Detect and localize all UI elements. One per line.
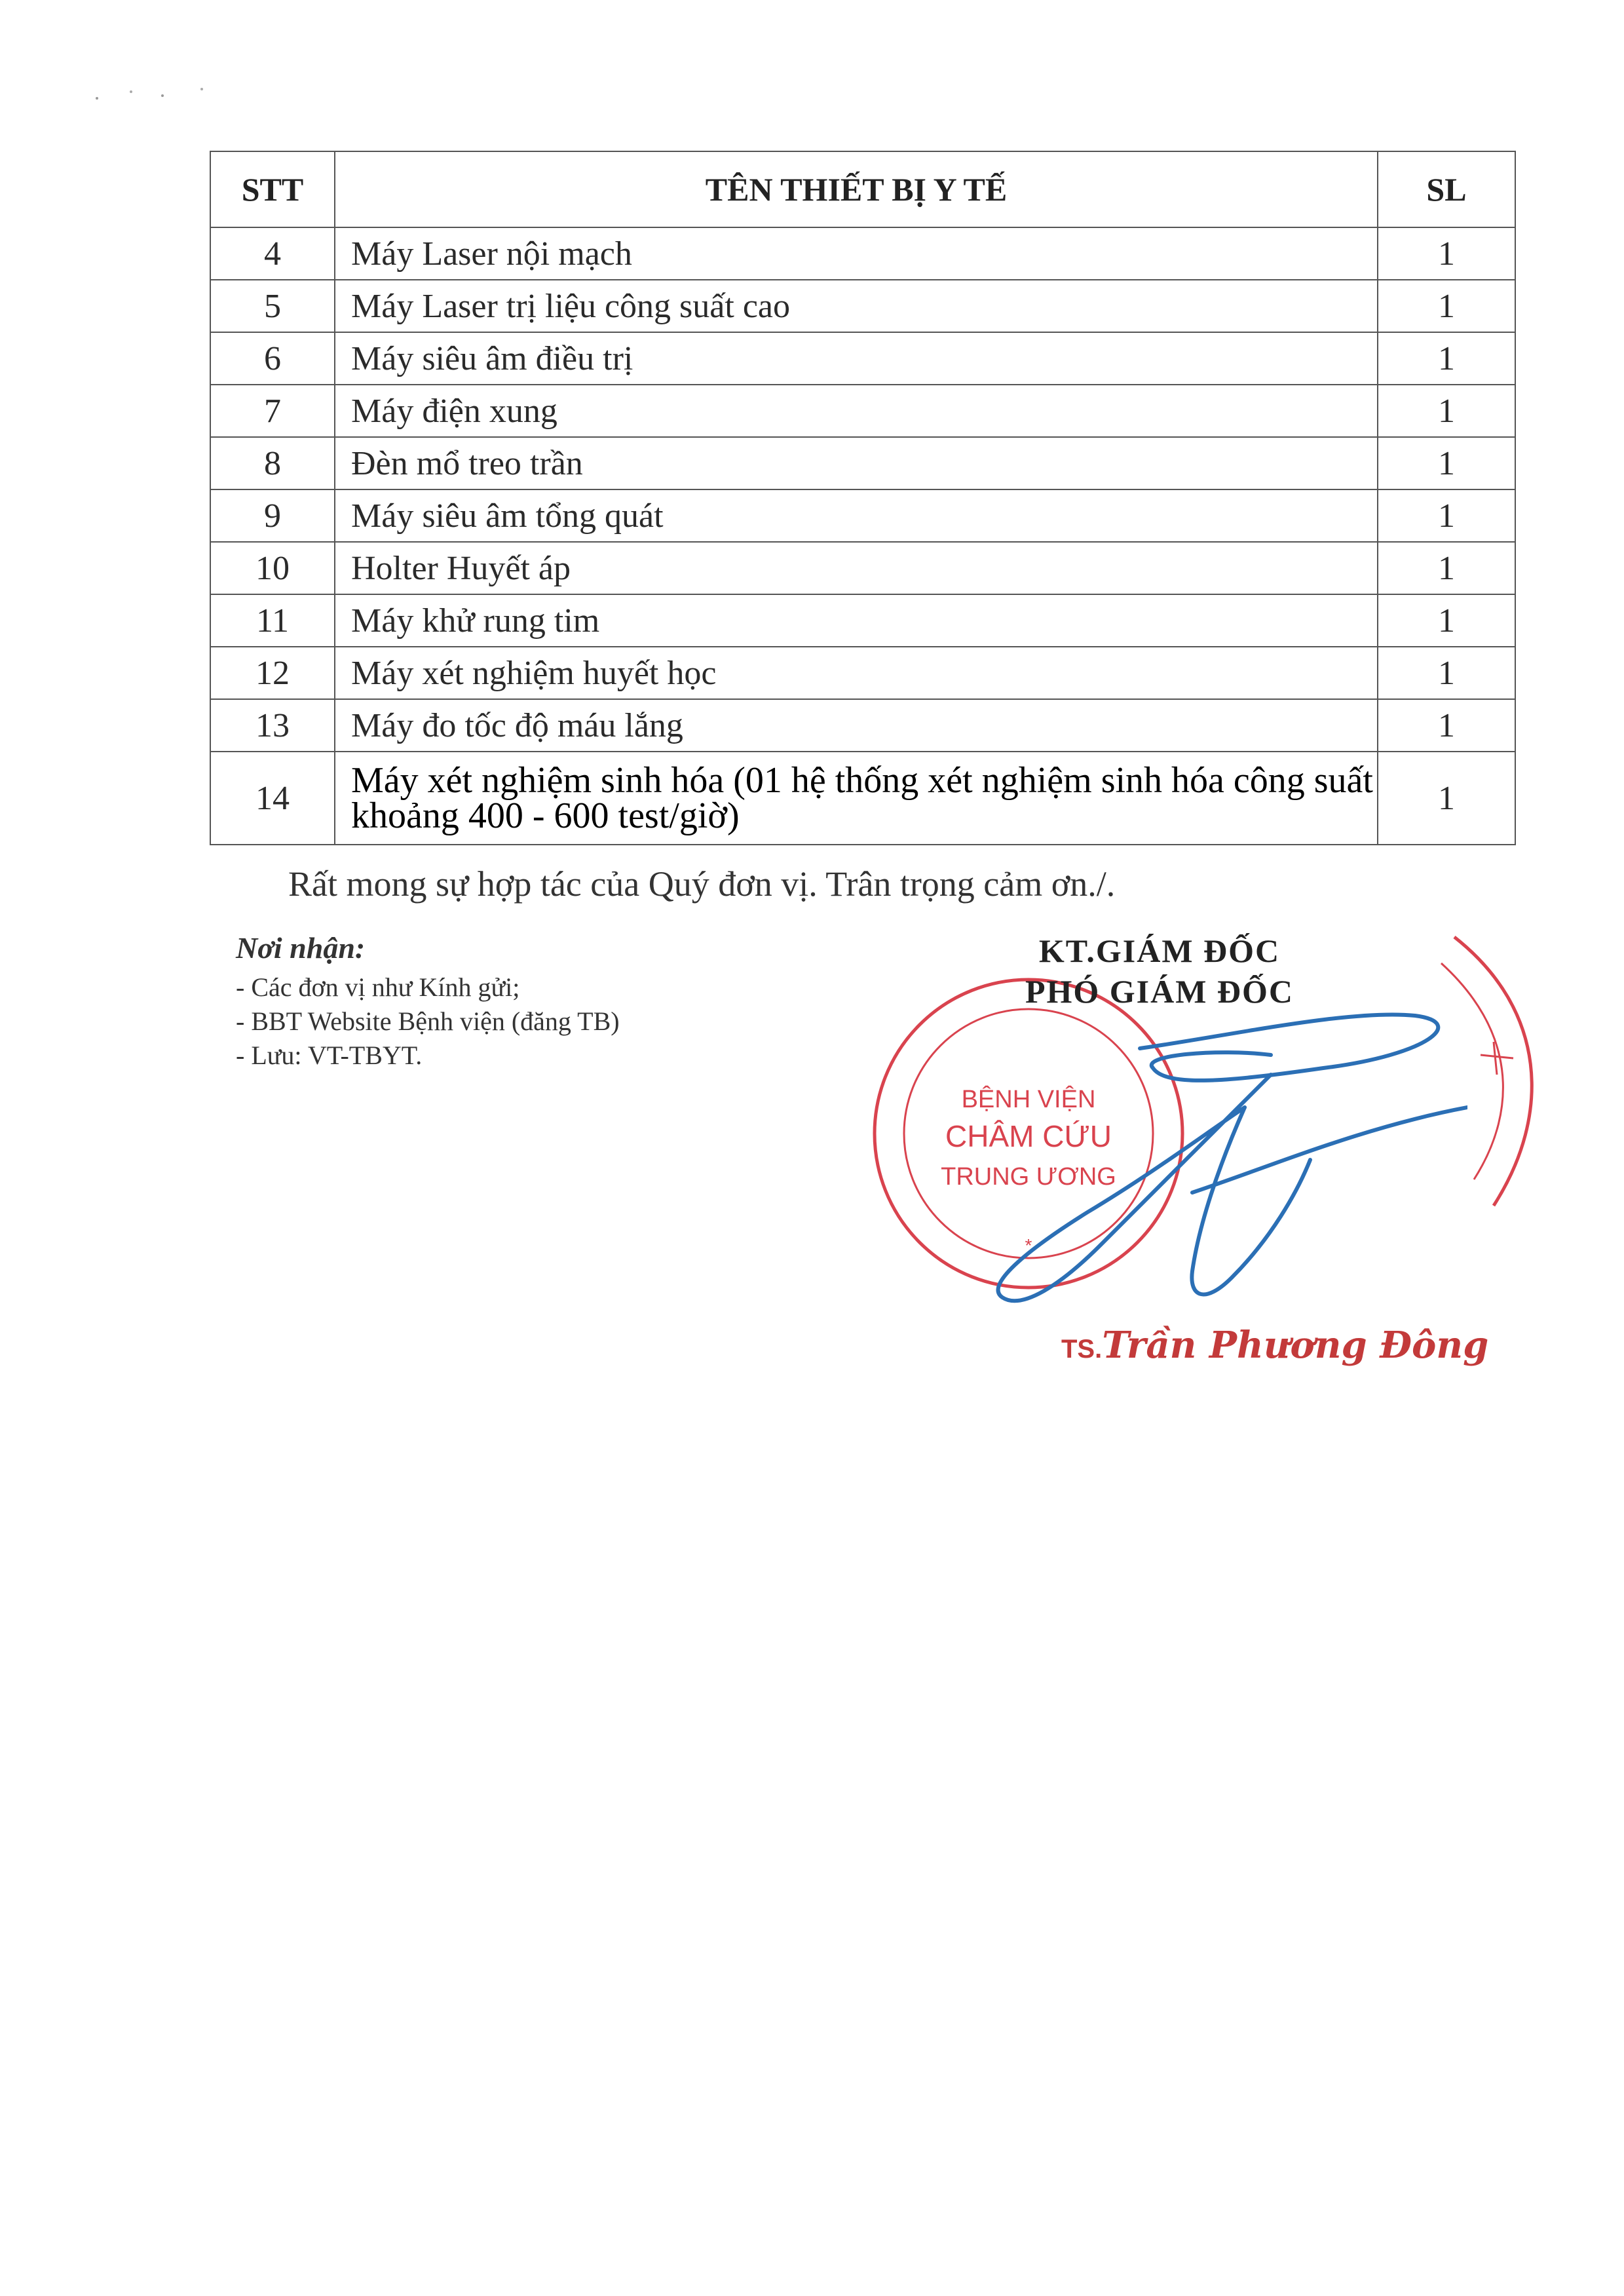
row-stt: 12	[210, 647, 335, 699]
table-row	[210, 647, 1515, 699]
table-row	[210, 594, 1515, 647]
row-equipment-name: Máy Laser nội mạch	[335, 227, 1378, 280]
table-header-row	[210, 151, 1515, 227]
row-quantity: 1	[1378, 280, 1515, 332]
seal-line-3: TRUNG ƯƠNG	[941, 1163, 1116, 1191]
seal-line-1: BỆNH VIỆN	[961, 1086, 1096, 1113]
table-row	[210, 489, 1515, 542]
seal-line-2: CHÂM CỨU	[945, 1119, 1112, 1153]
row-quantity: 1	[1378, 542, 1515, 594]
handwritten-signature	[904, 996, 1467, 1324]
svg-text:*: *	[1025, 1235, 1032, 1255]
header-quantity: SL	[1378, 151, 1515, 227]
row-stt: 9	[210, 489, 335, 542]
recipients-block	[236, 930, 620, 1073]
table-row	[210, 542, 1515, 594]
row-stt: 8	[210, 437, 335, 489]
row-equipment-name: Máy xét nghiệm huyết học	[335, 647, 1378, 699]
row-stt: 11	[210, 594, 335, 647]
table-row	[210, 437, 1515, 489]
row-equipment-name: Máy khử rung tim	[335, 594, 1378, 647]
closing-text: Rất mong sự hợp tác của Quý đơn vị. Trân trọng cảm ơn./.	[288, 864, 1116, 904]
row-stt: 4	[210, 227, 335, 280]
recipient-item: - BBT Website Bệnh viện (đăng TB)	[236, 1006, 620, 1036]
signer-name-prefix: TS.	[1061, 1335, 1103, 1364]
row-quantity: 1	[1378, 437, 1515, 489]
table-row	[210, 280, 1515, 332]
row-stt: 5	[210, 280, 335, 332]
scan-specks	[92, 84, 223, 104]
row-stt: 6	[210, 332, 335, 385]
row-equipment-name: Máy điện xung	[335, 385, 1378, 437]
signer-name-text: Trần Phương Đông	[1102, 1324, 1489, 1367]
row-equipment-name: Máy Laser trị liệu công suất cao	[335, 280, 1378, 332]
row-quantity: 1	[1378, 699, 1515, 752]
recipient-item: - Các đơn vị như Kính gửi;	[236, 972, 520, 1002]
table-row	[210, 332, 1515, 385]
recipient-item: - Lưu: VT-TBYT.	[236, 1041, 423, 1070]
row-equipment-name: Máy siêu âm điều trị	[335, 332, 1378, 385]
table-row	[210, 699, 1515, 752]
row-quantity: 1	[1378, 594, 1515, 647]
header-equipment-name: TÊN THIẾT BỊ Y TẾ	[335, 151, 1378, 227]
signer-title-1: KT.GIÁM ĐỐC	[1038, 932, 1281, 969]
row-equipment-name: Máy xét nghiệm sinh hóa (01 hệ thống xét nghiệm sinh hóa công suất khoảng 400 - 600 test/giờ)	[335, 752, 1378, 845]
row-equipment-name: Máy đo tốc độ máu lắng	[335, 699, 1378, 752]
signer-title-2: PHÓ GIÁM ĐỐC	[1025, 973, 1294, 1010]
row-quantity: 1	[1378, 385, 1515, 437]
table-row	[210, 385, 1515, 437]
row-quantity: 1	[1378, 332, 1515, 385]
equipment-table	[210, 151, 1516, 845]
table-row	[210, 227, 1515, 280]
row-equipment-name: Holter Huyết áp	[335, 542, 1378, 594]
signer-name	[1061, 1324, 1488, 1367]
row-quantity: 1	[1378, 227, 1515, 280]
row-quantity: 1	[1378, 489, 1515, 542]
row-stt: 14	[210, 752, 335, 845]
row-equipment-name: Đèn mổ treo trần	[335, 437, 1378, 489]
recipients-heading: Nơi nhận:	[236, 931, 366, 965]
row-quantity: 1	[1378, 647, 1515, 699]
row-stt: 10	[210, 542, 335, 594]
row-equipment-name: Máy siêu âm tổng quát	[335, 489, 1378, 542]
row-quantity: 1	[1378, 752, 1515, 845]
row-stt: 7	[210, 385, 335, 437]
header-stt: STT	[210, 151, 335, 227]
table-row	[210, 752, 1515, 845]
row-stt: 13	[210, 699, 335, 752]
